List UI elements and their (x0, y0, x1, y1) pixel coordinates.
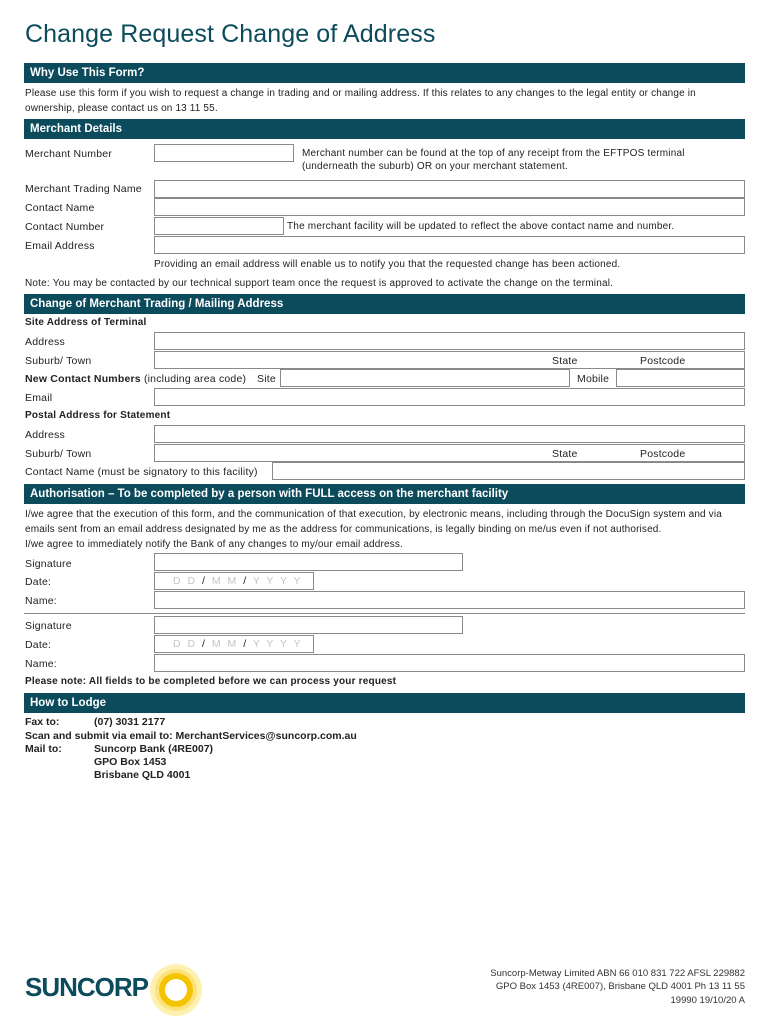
contact-number-input[interactable] (154, 217, 284, 235)
site-address-heading: Site Address of Terminal (25, 317, 147, 328)
auth-text-2: I/we agree to immediately notify the Bank of any changes to my/our email address. (25, 539, 403, 550)
date-2-mm: M M (211, 638, 239, 650)
date-2-input[interactable] (154, 635, 314, 653)
footer-address: GPO Box 1453 (4RE007), Brisbane QLD 4001 Ph 13 11 55 (495, 981, 745, 992)
merchant-note: Note: You may be contacted by our technical support team once the request is approved to activate the change on the terminal. (25, 278, 614, 289)
sun-icon (148, 962, 204, 1018)
signature-2-label: Signature (25, 620, 72, 632)
date-1-sep-1: / (202, 575, 207, 587)
date-1-yyyy: Y Y Y Y (252, 575, 303, 587)
name-1-label: Name: (25, 595, 57, 607)
signature-2-input[interactable] (154, 616, 463, 634)
trading-name-input[interactable] (154, 180, 745, 198)
date-2-dd: D D (173, 638, 198, 650)
trading-name-label: Merchant Trading Name (25, 183, 142, 195)
date-1-dd: D D (173, 575, 198, 587)
fax-label: Fax to: (25, 716, 60, 728)
email-address-input[interactable] (154, 236, 745, 254)
site-postcode-label: Postcode (640, 355, 686, 367)
suncorp-logo-text: SUNCORP (25, 972, 149, 1002)
postal-suburb-label: Suburb/ Town (25, 448, 92, 460)
signature-1-input[interactable] (154, 553, 463, 571)
section-change-heading: Change of Merchant Trading / Mailing Address (24, 294, 745, 314)
merchant-number-input[interactable] (154, 144, 294, 162)
signatory-contact-input[interactable] (272, 462, 745, 480)
merchant-number-help-2: (underneath the suburb) OR on your merchant statement. (302, 161, 568, 172)
postal-address-input[interactable] (154, 425, 745, 443)
site-email-label: Email (25, 392, 53, 404)
email-submit-line: Scan and submit via email to: MerchantServices@suncorp.com.au (25, 730, 357, 742)
mobile-label: Mobile (577, 373, 610, 385)
section-why-heading: Why Use This Form? (24, 63, 745, 83)
suncorp-logo (25, 972, 148, 1003)
footer-company: Suncorp-Metway Limited ABN 66 010 831 722 AFSL 229882 (490, 968, 745, 979)
new-contact-numbers-label-bold: New Contact Numbers (25, 373, 141, 385)
email-help: Providing an email address will enable us to notify you that the requested change has been actioned. (154, 259, 621, 270)
page-title: Change Request Change of Address (25, 20, 436, 48)
merchant-number-help: Merchant number can be found at the top of any receipt from the EFTPOS terminal (302, 148, 685, 159)
mail-label: Mail to: (25, 743, 62, 755)
footer-form-code: 19990 19/10/20 A (670, 995, 745, 1006)
site-phone-input[interactable] (280, 369, 570, 387)
site-phone-label: Site (257, 373, 276, 385)
postal-state-label: State (552, 448, 578, 460)
signatory-contact-label: Contact Name (must be signatory to this facility) (25, 466, 258, 478)
date-2-yyyy: Y Y Y Y (252, 638, 303, 650)
signature-1-label: Signature (25, 558, 72, 570)
signatory-divider (24, 613, 745, 614)
merchant-number-label: Merchant Number (25, 148, 113, 160)
date-1-sep-2: / (243, 575, 249, 587)
date-1-mm: M M (211, 575, 239, 587)
site-address-label: Address (25, 336, 65, 348)
section-lodge-heading: How to Lodge (24, 693, 745, 713)
date-2-sep-1: / (202, 638, 207, 650)
please-note: Please note: All fields to be completed before we can process your request (25, 676, 397, 687)
email-address-label: Email Address (25, 240, 95, 252)
postal-address-heading: Postal Address for Statement (25, 410, 171, 421)
contact-name-input[interactable] (154, 198, 745, 216)
mobile-input[interactable] (616, 369, 745, 387)
site-address-input[interactable] (154, 332, 745, 350)
contact-number-help: The merchant facility will be updated to reflect the above contact name and number. (287, 221, 675, 232)
new-contact-numbers-note: (including area code) (140, 373, 247, 385)
new-contact-numbers-label (25, 373, 246, 385)
site-suburb-label: Suburb/ Town (25, 355, 92, 367)
date-1-label: Date: (25, 576, 52, 588)
postal-address-label: Address (25, 429, 65, 441)
section-merchant-heading: Merchant Details (24, 119, 745, 139)
contact-name-label: Contact Name (25, 202, 95, 214)
auth-text-1: I/we agree that the execution of this form, and the communication of that execution, by electronic means, including through the DocuSign system and via emails sent from an email address designated by me as the address for communications, is legally binding on me/us even if not authorised. (25, 509, 722, 535)
name-1-input[interactable] (154, 591, 745, 609)
mail-line-3: Brisbane QLD 4001 (94, 769, 191, 781)
site-email-input[interactable] (154, 388, 745, 406)
fax-value: (07) 3031 2177 (94, 716, 166, 728)
date-2-sep-2: / (243, 638, 249, 650)
contact-number-label: Contact Number (25, 221, 105, 233)
mail-line-1: Suncorp Bank (4RE007) (94, 743, 214, 755)
postal-postcode-label: Postcode (640, 448, 686, 460)
section-auth-heading: Authorisation – To be completed by a person with FULL access on the merchant facility (24, 484, 745, 504)
site-state-label: State (552, 355, 578, 367)
name-2-label: Name: (25, 658, 57, 670)
name-2-input[interactable] (154, 654, 745, 672)
why-text: Please use this form if you wish to request a change in trading and or mailing address. If this relates to any changes to the legal entity or change in ownership, please contact us on 13 11 55. (25, 88, 696, 114)
date-2-label: Date: (25, 639, 52, 651)
mail-line-2: GPO Box 1453 (94, 756, 167, 768)
date-1-input[interactable] (154, 572, 314, 590)
